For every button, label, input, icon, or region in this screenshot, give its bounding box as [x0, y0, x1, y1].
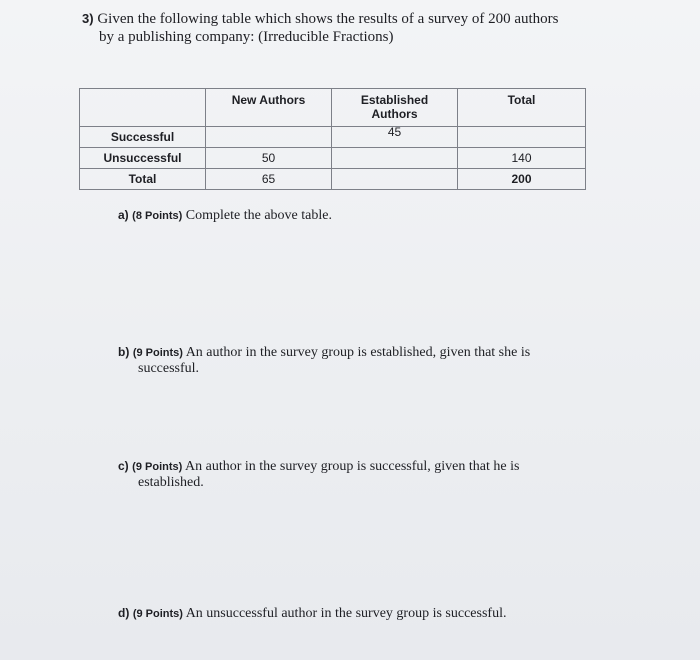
cell-unsuccessful-established — [332, 148, 458, 169]
part-d-text: An unsuccessful author in the survey group is successful. — [185, 606, 507, 621]
part-b-points: (9 Points) — [132, 347, 183, 359]
part-d — [118, 605, 588, 622]
cell-successful-established: 45 — [332, 127, 458, 148]
row-label-successful: Successful — [80, 127, 206, 148]
part-c-text-line1: An author in the survey group is successful, given that he is — [185, 459, 520, 474]
question-text-line2: by a publishing company: (Irreducible Fractions) — [99, 29, 394, 45]
question-title — [82, 10, 642, 46]
part-d-points: (9 Points) — [132, 608, 183, 620]
part-d-letter: d) — [118, 606, 130, 620]
part-a-points: (8 Points) — [132, 210, 183, 222]
table-row-unsuccessful — [80, 148, 586, 169]
part-b-text-line1: An author in the survey group is established, given that she is — [185, 345, 531, 360]
cell-unsuccessful-new: 50 — [206, 148, 332, 169]
part-b — [118, 344, 588, 377]
question-number: 3) — [82, 11, 94, 26]
cell-successful-total — [458, 127, 586, 148]
header-empty-cell — [80, 89, 206, 127]
part-b-text-line2: successful. — [138, 361, 200, 376]
cell-unsuccessful-total: 140 — [458, 148, 586, 169]
table-row-successful — [80, 127, 586, 148]
part-c-text-line2: established. — [138, 475, 204, 490]
part-c — [118, 458, 588, 491]
part-c-letter: c) — [118, 459, 129, 473]
part-b-letter: b) — [118, 345, 130, 359]
part-a — [118, 207, 588, 224]
header-total: Total — [458, 89, 586, 127]
cell-total-total: 200 — [458, 169, 586, 190]
survey-table — [79, 88, 586, 190]
row-label-unsuccessful: Unsuccessful — [80, 148, 206, 169]
question-text-line1: Given the following table which shows the results of a survey of 200 authors — [97, 11, 559, 27]
header-new-authors: New Authors — [206, 89, 332, 127]
header-established-authors: Established Authors — [332, 89, 458, 127]
table-header-row — [80, 89, 586, 127]
cell-successful-new — [206, 127, 332, 148]
table-row-total — [80, 169, 586, 190]
cell-total-new: 65 — [206, 169, 332, 190]
part-c-points: (9 Points) — [132, 461, 183, 473]
row-label-total: Total — [80, 169, 206, 190]
part-a-text: Complete the above table. — [185, 208, 332, 223]
part-a-letter: a) — [118, 208, 129, 222]
cell-total-established — [332, 169, 458, 190]
